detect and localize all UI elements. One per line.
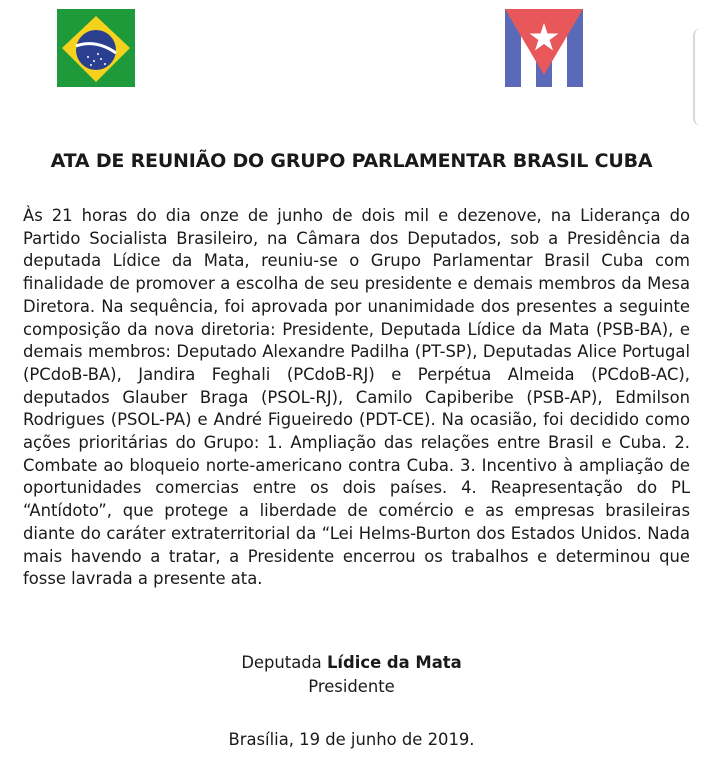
- signature-name: Lídice da Mata: [326, 653, 462, 672]
- signature-prefix: Deputada: [241, 653, 322, 672]
- signature-name-line: [0, 653, 703, 672]
- meeting-minutes-body: Às 21 horas do dia onze de junho de dois mil e dezenove, na Liderança do Partido Socialista Brasileiro, na Câmara dos Deputados, sob a Presidência da deputada Lídice da Mata, reuniu-se o Grupo Parlamentar Brasil Cuba com finalidade de promover a escolha de seu presidente e demais membros da Mesa Diretora. Na sequência, foi aprovada por unanimidade dos presentes a seguinte composição da nova diretoria: Presidente, Deputada Lídice da Mata (PSB-BA), e demais membros: Deputado Alexandre Padilha (PT-SP), Deputadas Alice Portugal (PCdoB-BA), Jandira Feghali (PCdoB-RJ) e Perpétua Almeida (PCdoB-AC), deputados Glauber Braga (PSOL-RJ), Camilo Capiberibe (PSB-AP), Edmilson Rodrigues (PSOL-PA) e André Figueiredo (PDT-CE). Na ocasião, foi decidido como ações prioritárias do Grupo: 1. Ampliação das relações entre Brasil e Cuba. 2. Combate ao bloqueio norte-americano contra Cuba. 3. Incentivo à ampliação de oportunidades comercias entre os dois países. 4. Reapresentação do PL “Antídoto”, que protege a liberdade de comércio e as empresas brasileiras diante do caráter extraterritorial da “Lei Helms-Burton dos Estados Unidos. Nada mais havendo a tratar, a Presidente encerrou os trabalhos e determinou que fosse lavrada a presente ata.: [23, 206, 690, 589]
- brazil-flag-icon: [57, 9, 135, 87]
- cuba-flag-icon: [505, 9, 583, 87]
- scrollbar[interactable]: [693, 28, 703, 126]
- place-date: Brasília, 19 de junho de 2019.: [228, 730, 475, 749]
- signature-role: Presidente: [308, 677, 395, 696]
- document-title: ATA DE REUNIÃO DO GRUPO PARLAMENTAR BRASIL CUBA: [50, 150, 653, 172]
